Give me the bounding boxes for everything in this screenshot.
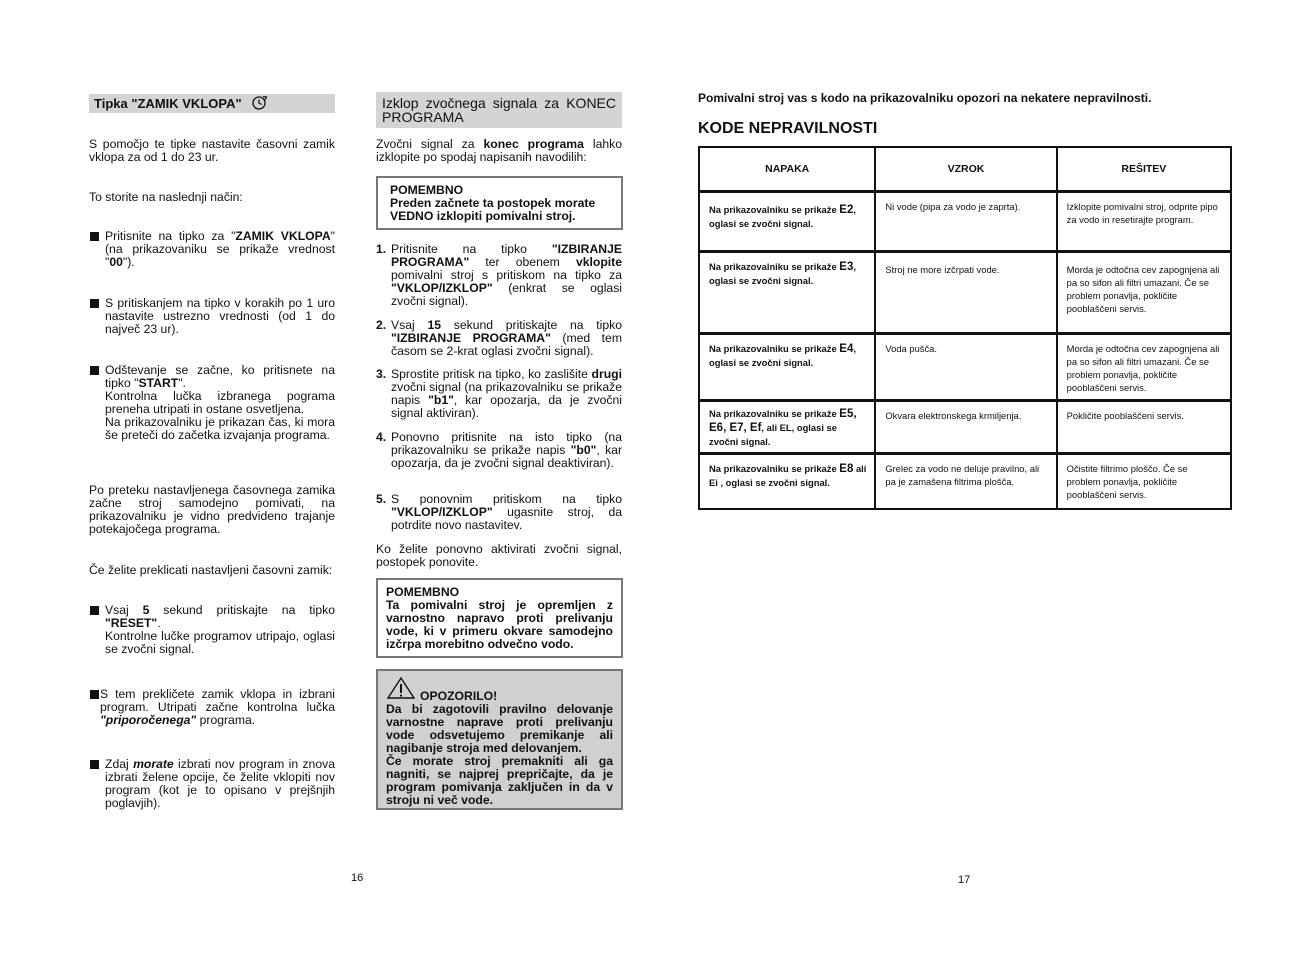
column-header: REŠITEV	[1057, 147, 1231, 192]
warning-box	[376, 669, 623, 810]
bullet-square-icon	[90, 606, 99, 615]
step-text: Sprostite pritisk na tipko, ko zaslišite drugi zvočni signal (na prikazovalniku se prikaže napis "b1", kar opozarja, da je zvočni signal aktiviran).	[391, 367, 622, 420]
box-title: POMEMBNO	[390, 183, 464, 197]
heading-text: Tipka "ZAMIK VKLOPA"	[94, 96, 242, 111]
step-text: Ponovno pritisnite na isto tipko (na prikazovalniku se prikaže napis "b0", kar opozarja, da je zvočni signal deaktiviran).	[391, 430, 622, 470]
bullet-square-icon	[90, 760, 99, 769]
step-number: 3.	[376, 367, 387, 381]
bullet-square-icon	[90, 232, 99, 241]
column-header: NAPAKA	[699, 147, 875, 192]
cause-cell: Voda pušča.	[875, 334, 1056, 401]
step-item	[376, 431, 622, 470]
page-number: 16	[351, 872, 364, 884]
error-cell: Na prikazovalniku se prikaže E8 ali Ei , oglasi se zvočni signal.	[699, 454, 875, 509]
error-cell: Na prikazovalniku se prikaže E3, oglasi se zvočni signal.	[699, 252, 875, 334]
how-text: To storite na naslednji način:	[89, 190, 243, 204]
column-header: VZROK	[875, 147, 1056, 192]
reactivate-text: Ko želite ponovno aktivirati zvočni signal, postopek ponovite.	[376, 542, 622, 569]
cause-cell: Ni vode (pipa za vodo je zaprta).	[875, 192, 1056, 252]
bullet-text: Kontrolne lučke programov utripajo, oglasi se zvočni signal.	[105, 629, 335, 656]
error-cell: Na prikazovalniku se prikaže E5, E6, E7, Ef, ali EL, oglasi se zvočni signal.	[699, 401, 875, 454]
box-text: Če morate stroj premakniti ali ga nagniti, se najprej prepričajte, da je program pomivanja zaključen in da v stroju ni več vode.	[386, 754, 613, 807]
bullet-item	[89, 758, 335, 810]
step-item	[376, 368, 622, 420]
table-row	[699, 192, 1231, 252]
step-number: 2.	[376, 318, 387, 332]
bullet-item	[89, 297, 335, 336]
bullet-item	[89, 230, 335, 269]
page-number: 17	[958, 874, 971, 886]
cause-cell: Grelec za vodo ne deluje pravilno, ali pa je zamašena filtrima plošča.	[875, 454, 1056, 509]
clock-delay-icon	[251, 95, 268, 115]
bullet-text: Na prikazovalniku je prikazan čas, ki mora še preteči do začetka izvajanja programa.	[105, 415, 335, 442]
bullet-text: Pritisnite na tipko za "ZAMIK VKLOPA" (na prikazovaniku se prikaže vrednost "00").	[105, 229, 335, 269]
warning-icon	[386, 676, 416, 703]
box-text: Preden začnete ta postopek morate VEDNO izklopiti pomivalni stroj.	[390, 196, 596, 223]
table-row	[699, 401, 1231, 454]
fix-cell: Morda je odtočna cev zapognjena ali pa so sifon ali filtri umazani. Če se problem ponavlja, pokličite pooblaščeni servis.	[1057, 334, 1231, 401]
fix-cell: Očistite filtrimo ploščo. Če se problem ponavlja, pokličite pooblaščeni servis.	[1057, 454, 1231, 509]
box-text: Da bi zagotovili pravilno delovanje varnostne naprave proti prelivanju vode odsvetujemo premikanje ali nagibanje stroja med delovanjem.	[386, 702, 613, 755]
bullet-text: Odštevanje se začne, ko pritisnete na tipko "START".	[105, 363, 335, 390]
bullet-text: Vsaj 5 sekund pritiskajte na tipko "RESET".	[105, 603, 335, 630]
section-heading-zvocni-signal: Izklop zvočnega signala za KONEC PROGRAMA	[376, 92, 622, 128]
box-title: OPOZORILO!	[420, 689, 498, 703]
error-cell: Na prikazovalniku se prikaže E2, oglasi se zvočni signal.	[699, 192, 875, 252]
bullet-text: S pritiskanjem na tipko v korakih po 1 uro nastavite ustrezno vrednosti (od 1 do največ 23 ur).	[105, 296, 335, 336]
cause-cell: Stroj ne more izčrpati vode.	[875, 252, 1056, 334]
intro-text: S pomočjo te tipke nastavite časovni zamik vklopa za od 1 do 23 ur.	[89, 137, 335, 164]
step-text: S ponovnim pritiskom na tipko "VKLOP/IZKLOP" ugasnite stroj, da potrdite novo nastavitev.	[391, 492, 622, 532]
cancel-text: Če želite preklicati nastavljeni časovni zamik:	[89, 563, 333, 577]
table-row	[699, 252, 1231, 334]
step-text: Vsaj 15 sekund pritiskajte na tipko "IZBIRANJE PROGRAMA" (med tem časom se 2-krat oglasi zvočni signal).	[391, 318, 622, 358]
table-row	[699, 454, 1231, 509]
error-cell: Na prikazovalniku se prikaže E4, oglasi se zvočni signal.	[699, 334, 875, 401]
step-number: 5.	[376, 492, 387, 506]
fix-cell: Pokličite pooblaščeni servis.	[1057, 401, 1231, 454]
important-box	[376, 578, 623, 658]
step-text: Pritisnite na tipko "IZBIRANJE PROGRAMA" ter obenem vklopite pomivalni stroj s pritiskom na tipko za "VKLOP/IZKLOP" (enkrat se oglasi zvočni signal).	[391, 242, 622, 308]
error-codes-table	[698, 146, 1232, 510]
bullet-item	[89, 364, 335, 442]
step-item	[376, 243, 622, 308]
middle-intro: Zvočni signal za konec programa lahko izklopite po spodaj napisanih navodilih:	[376, 137, 622, 164]
bullet-text: Zdaj morate izbrati nov program in znova izbrati želene opcije, če želite vklopiti nov program (kot je to opisano v prejšnjih poglavjih).	[105, 757, 335, 810]
bullet-text: S tem prekličete zamik vklopa in izbrani program. Utripati začne kontrolna lučka "priporočenega" programa.	[100, 687, 335, 727]
fix-cell: Morda je odtočna cev zapognjena ali pa so sifon ali filtri umazani. Če se problem ponavlja, pokličite pooblaščeni servis.	[1057, 252, 1231, 334]
bullet-square-icon	[90, 366, 99, 375]
table-row	[699, 334, 1231, 401]
step-number: 4.	[376, 430, 387, 444]
fix-cell: Izklopite pomivalni stroj, odprite pipo za vodo in resetirajte program.	[1057, 192, 1231, 252]
bullet-square-icon	[90, 690, 99, 699]
page-title: KODE NEPRAVILNOSTI	[698, 120, 878, 137]
bullet-item	[89, 688, 335, 727]
table-header-row	[699, 147, 1231, 192]
important-box	[376, 176, 623, 230]
bullet-text: Kontrolna lučka izbranega pograma preneha utripati in ostane osvetljena.	[105, 389, 335, 416]
step-number: 1.	[376, 242, 387, 256]
paragraph-after-countdown: Po preteku nastavljenega časovnega zamika začne stroj samodejno pomivati, na prikazovalniku je vidno predvideno trajanje potekajočega programa.	[89, 483, 335, 536]
top-note: Pomivalni stroj vas s kodo na prikazovalniku opozori na nekatere nepravilnosti.	[698, 91, 1152, 105]
cause-cell: Okvara elektronskega krmiljenja.	[875, 401, 1056, 454]
box-text: Ta pomivalni stroj je opremljen z varnostno napravo proti prelivanju vode, ki v primeru okvare samodejno izčrpa morebitno odvečno vodo.	[386, 598, 613, 651]
bullet-item	[89, 604, 335, 656]
section-heading-zamik-vklopa	[89, 94, 335, 113]
step-item	[376, 319, 622, 358]
box-title: POMEMBNO	[386, 585, 460, 599]
bullet-square-icon	[90, 299, 99, 308]
step-item	[376, 493, 622, 532]
